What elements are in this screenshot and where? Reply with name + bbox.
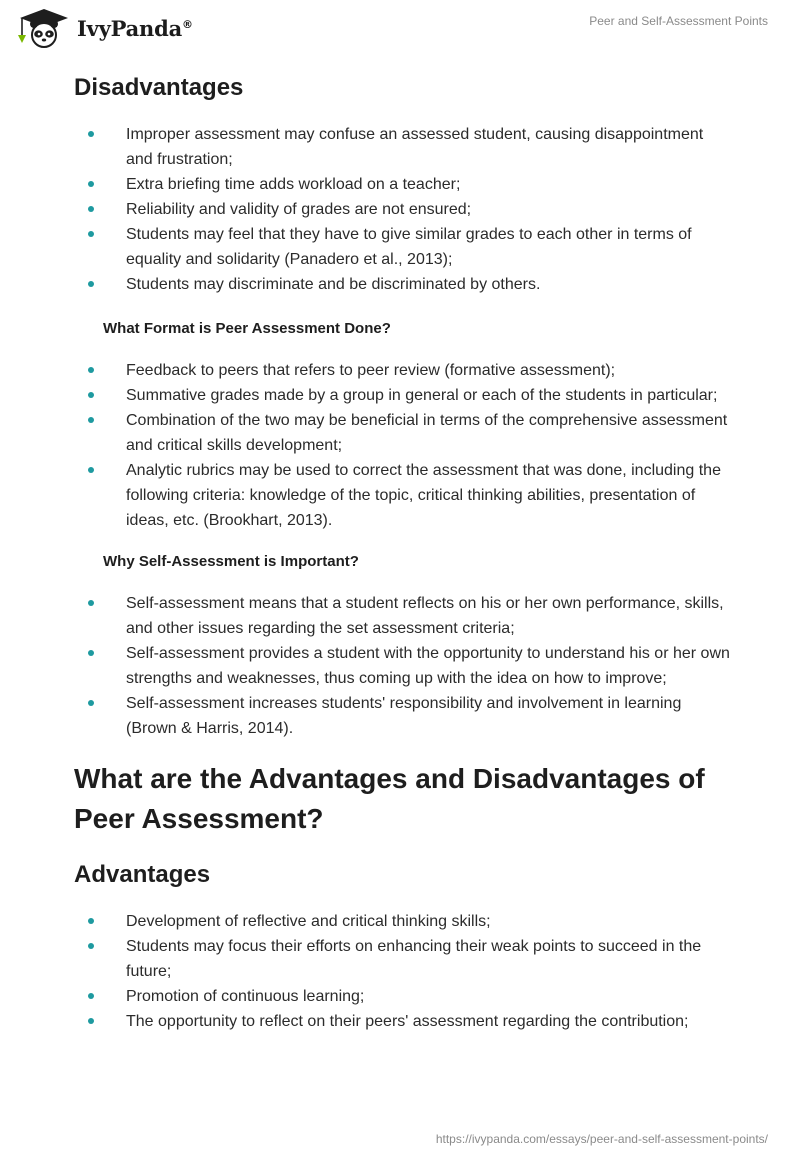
bullet-icon [88, 417, 94, 423]
panda-logo-icon [14, 8, 74, 48]
bullet-icon [88, 943, 94, 949]
main-section-heading: What are the Advantages and Disadvantages of Peer Assessment? [74, 763, 705, 834]
list-item: Extra briefing time adds workload on a teacher; [74, 172, 734, 197]
bullet-icon [88, 1018, 94, 1024]
format-heading: What Format is Peer Assessment Done? [103, 320, 391, 337]
list-item: Development of reflective and critical thinking skills; [74, 909, 734, 934]
list-item: Self-assessment provides a student with the opportunity to understand his or her own strengths and weaknesses, thus coming up with the idea on how to improve; [74, 641, 734, 691]
list-item: Students may feel that they have to give similar grades to each other in terms of equality and solidarity (Panadero et al., 2013); [74, 222, 734, 272]
bullet-icon [88, 600, 94, 606]
bullet-icon [88, 918, 94, 924]
list-item: Improper assessment may confuse an assessed student, causing disappointment and frustration; [74, 122, 734, 172]
logo-text: IvyPanda® [77, 15, 193, 41]
bullet-icon [88, 467, 94, 473]
bullet-icon [88, 993, 94, 999]
bullet-icon [88, 206, 94, 212]
logo[interactable] [14, 8, 193, 48]
bullet-icon [88, 367, 94, 373]
list-item: Reliability and validity of grades are not ensured; [74, 197, 734, 222]
disadvantages-list [74, 122, 734, 297]
list-item: Self-assessment means that a student reflects on his or her own performance, skills, and other issues regarding the set assessment criteria; [74, 591, 734, 641]
list-item: Self-assessment increases students' responsibility and involvement in learning (Brown & Harris, 2014). [74, 691, 734, 741]
bullet-icon [88, 131, 94, 137]
bullet-icon [88, 181, 94, 187]
disadvantages-heading: Disadvantages [74, 74, 244, 101]
advantages-list [74, 909, 734, 1034]
bullet-icon [88, 700, 94, 706]
self-assessment-heading: Why Self-Assessment is Important? [103, 553, 359, 570]
source-url[interactable]: https://ivypanda.com/essays/peer-and-self-assessment-points/ [435, 1132, 768, 1146]
self-assessment-list [74, 591, 734, 741]
advantages-heading: Advantages [74, 861, 211, 888]
list-item: Combination of the two may be beneficial in terms of the comprehensive assessment and critical skills development; [74, 408, 734, 458]
list-item: Analytic rubrics may be used to correct the assessment that was done, including the following criteria: knowledge of the topic, critical thinking abilities, presentation of ideas, etc. (Brookhart, 2013). [74, 458, 734, 533]
list-item: Students may discriminate and be discriminated by others. [74, 272, 734, 297]
document-title: Peer and Self-Assessment Points [589, 14, 768, 28]
page-header [0, 0, 800, 50]
bullet-icon [88, 281, 94, 287]
bullet-icon [88, 231, 94, 237]
list-item: Summative grades made by a group in general or each of the students in particular; [74, 383, 734, 408]
bullet-icon [88, 392, 94, 398]
list-item: Promotion of continuous learning; [74, 984, 734, 1009]
list-item: Feedback to peers that refers to peer review (formative assessment); [74, 358, 734, 383]
list-item: Students may focus their efforts on enhancing their weak points to succeed in the future; [74, 934, 734, 984]
article-body [74, 70, 734, 1034]
bullet-icon [88, 650, 94, 656]
list-item: The opportunity to reflect on their peers' assessment regarding the contribution; [74, 1009, 734, 1034]
format-list [74, 358, 734, 533]
